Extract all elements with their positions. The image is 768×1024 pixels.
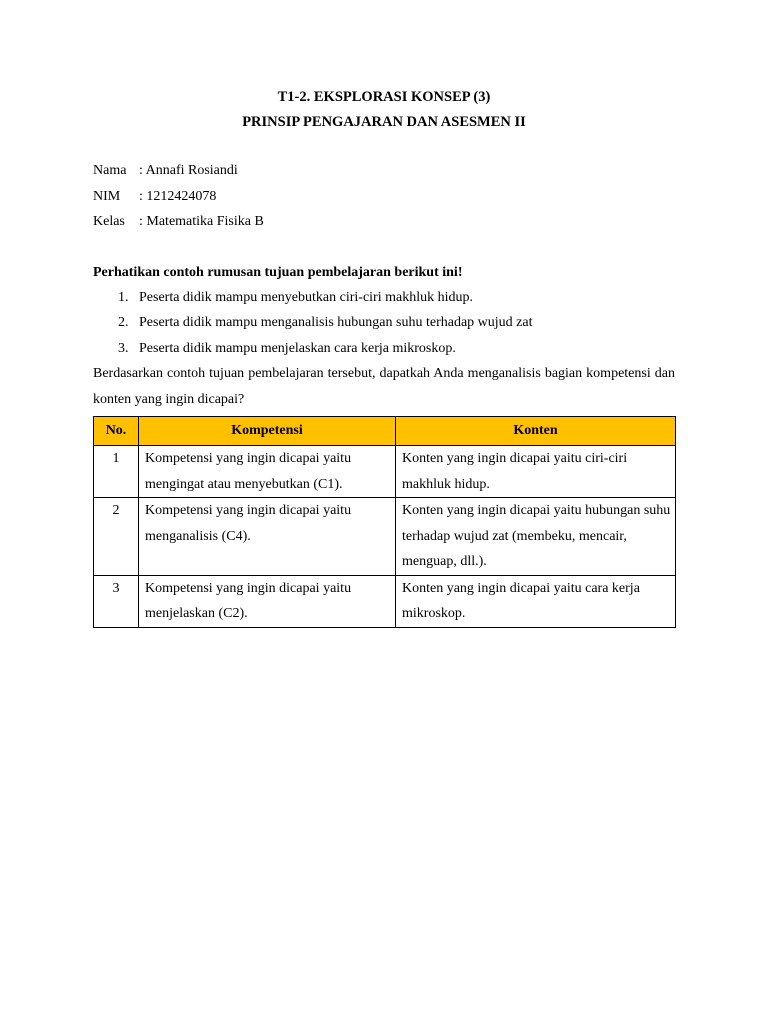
header-no: No.: [94, 417, 139, 446]
objectives-list: [93, 285, 675, 362]
cell-kompetensi: Kompetensi yang ingin dicapai yaitu menganalisis (C4).: [139, 498, 396, 576]
list-item: [93, 310, 675, 336]
list-item-text: Peserta didik mampu menjelaskan cara kerja mikroskop.: [139, 340, 456, 356]
identity-name-row: [93, 158, 675, 184]
competency-table: [93, 416, 676, 628]
document-page: [93, 85, 675, 628]
class-label: Kelas: [93, 214, 125, 229]
list-item-text: Peserta didik mampu menganalisis hubungan suhu terhadap wujud zat: [139, 315, 533, 330]
cell-kompetensi: Kompetensi yang ingin dicapai yaitu mengingat atau menyebutkan (C1).: [139, 446, 396, 498]
header-kompetensi: Kompetensi: [139, 417, 396, 446]
nim-label: NIM: [93, 188, 121, 204]
cell-no: 2: [94, 498, 139, 576]
list-item-number: 2.: [118, 315, 129, 330]
name-label: Nama: [93, 163, 127, 178]
cell-kompetensi: Kompetensi yang ingin dicapai yaitu menjelaskan (C2).: [139, 575, 396, 627]
cell-no: 1: [94, 446, 139, 498]
name-value: : Annafi Rosiandi: [139, 163, 238, 178]
nim-value: : 1212424078: [139, 188, 217, 204]
identity-nim-row: [93, 184, 675, 210]
table-row: [94, 575, 676, 627]
class-value: : Matematika Fisika B: [139, 214, 264, 229]
table-row: [94, 446, 676, 498]
list-item-text: Peserta didik mampu menyebutkan ciri-ciri makhluk hidup.: [139, 289, 473, 305]
cell-no: 3: [94, 575, 139, 627]
question-text: Berdasarkan contoh tujuan pembelajaran tersebut, dapatkah Anda menganalisis bagian kompetensi dan konten yang ingin dicapai?: [93, 366, 675, 407]
table-header-row: [94, 417, 676, 446]
cell-konten: Konten yang ingin dicapai yaitu hubungan suhu terhadap wujud zat (membeku, mencair, menguap, dll.).: [396, 498, 676, 576]
identity-class-row: [93, 209, 675, 235]
list-item: [93, 336, 675, 362]
document-subtitle: PRINSIP PENGAJARAN DAN ASESMEN II: [242, 114, 526, 130]
cell-konten: Konten yang ingin dicapai yaitu cara kerja mikroskop.: [396, 575, 676, 627]
header-konten: Konten: [396, 417, 676, 446]
list-item-number: 3.: [118, 340, 129, 356]
document-title: T1-2. EKSPLORASI KONSEP (3): [277, 89, 491, 105]
list-item: [93, 285, 675, 311]
cell-konten: Konten yang ingin dicapai yaitu ciri-ciri makhluk hidup.: [396, 446, 676, 498]
instruction-text: Perhatikan contoh rumusan tujuan pembelajaran berikut ini!: [93, 264, 463, 280]
table-row: [94, 498, 676, 576]
student-identity: [93, 158, 675, 235]
list-item-number: 1.: [118, 289, 129, 305]
